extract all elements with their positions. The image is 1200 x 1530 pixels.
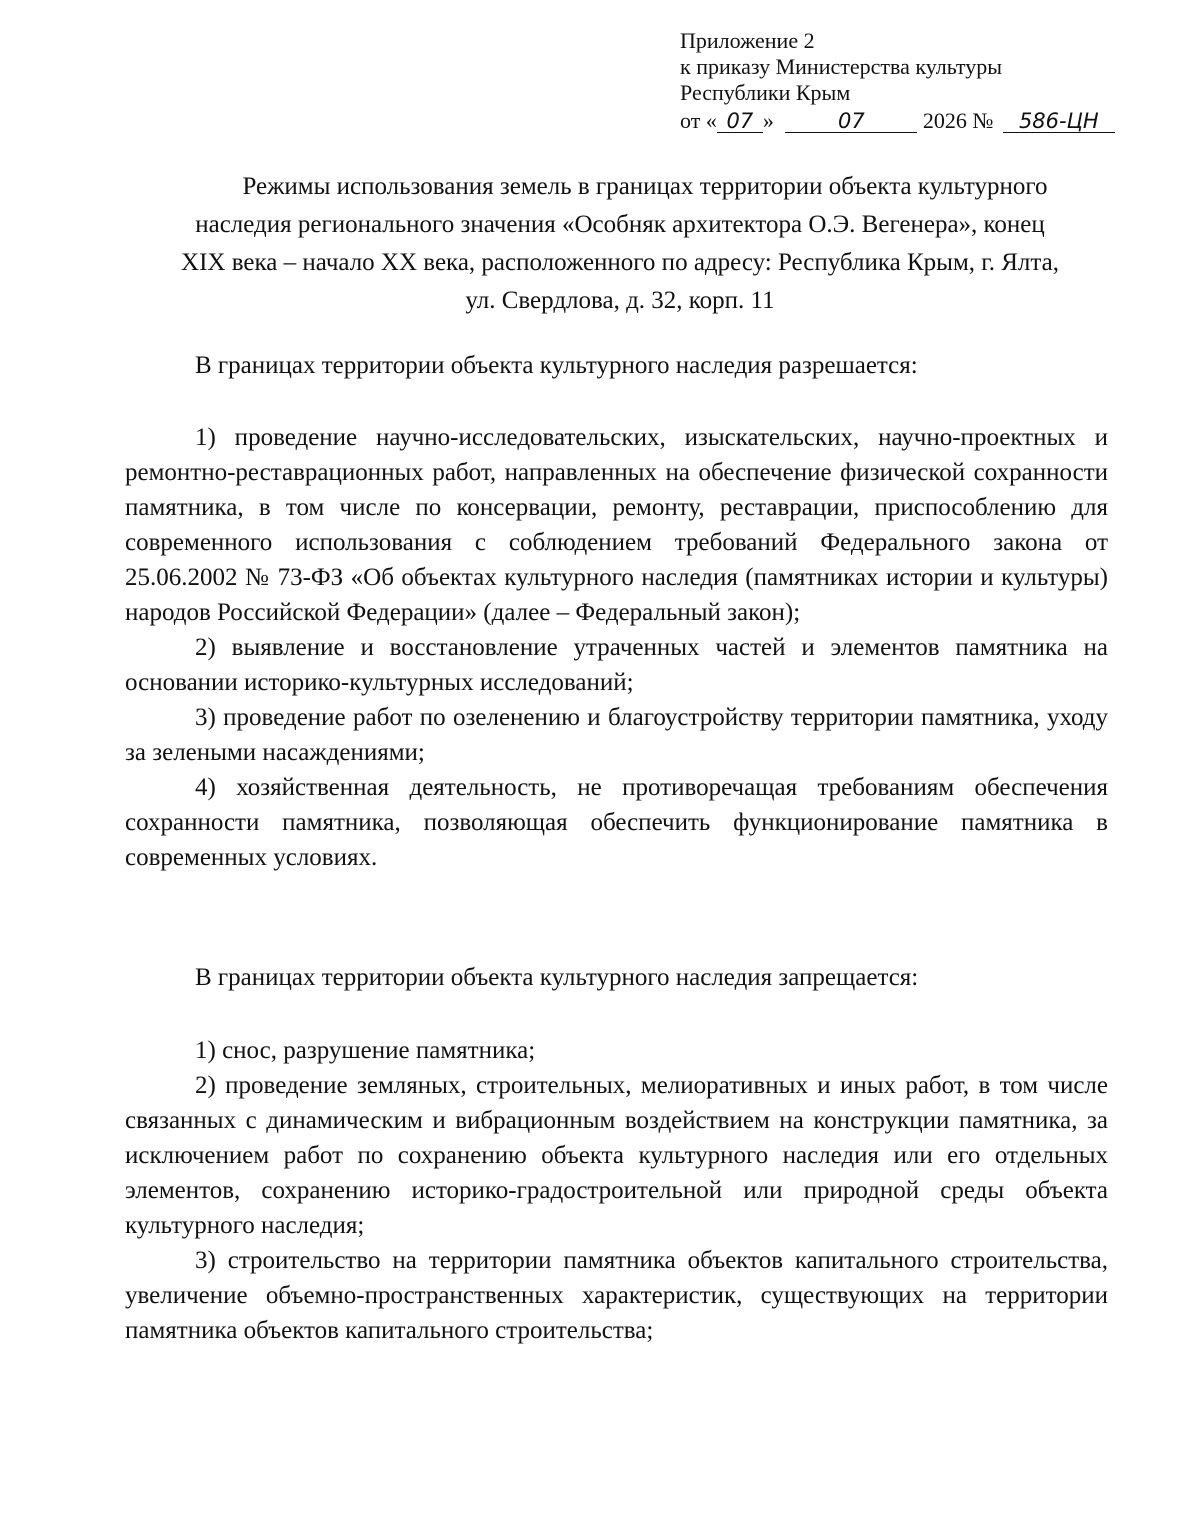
- list-item: 2) выявление и восстановление утраченных частей и элементов памятника на основании историко-культурных исследований;: [125, 634, 1108, 696]
- allowed-section-heading: В границах территории объекта культурного наследия разрешается:: [195, 352, 918, 379]
- forbidden-section-heading: В границах территории объекта культурного наследия запрещается:: [195, 964, 919, 991]
- forbidden-list: [125, 1033, 1108, 1348]
- list-item: 1) проведение научно-исследовательских, изыскательских, научно-проектных и ремонтно-реставрационных работ, направленных на обеспечение физической сохранности памятника, в том числе по консервации, ремонту, реставрации, приспособлению для современного использования с соблюдением требований Федерального закона от 25.06.2002 № 73-ФЗ «Об объектах культурного наследия (памятниках истории и культуры) народов Российской Федерации» (далее – Федеральный закон);: [125, 424, 1108, 626]
- handwritten-month: 07: [785, 110, 917, 133]
- list-item: 1) снос, разрушение памятника;: [195, 1037, 536, 1064]
- allowed-list: [125, 420, 1108, 875]
- appendix-header: [680, 28, 1150, 134]
- date-day-suffix: »: [762, 108, 774, 133]
- appendix-label: Приложение 2: [680, 28, 815, 53]
- republic-name: Республики Крым: [680, 80, 851, 105]
- title-line: наследия регионального значения «Особняк архитектора О.Э. Вегенера», конец: [195, 211, 1045, 238]
- date-prefix: от «: [680, 108, 717, 133]
- list-item: 3) проведение работ по озеленению и благоустройству территории памятника, уходу за зелеными насаждениями;: [125, 704, 1108, 766]
- title-line: XIX века – начало XX века, расположенного по адресу: Республика Крым, г. Ялта,: [181, 249, 1059, 276]
- order-year-label: 2026 №: [922, 108, 994, 133]
- title-line: Режимы использования земель в границах территории объекта культурного: [242, 173, 1048, 200]
- order-reference: к приказу Министерства культуры: [680, 54, 1003, 79]
- order-date-line: [680, 108, 1150, 134]
- handwritten-day: 07: [717, 110, 763, 133]
- document-title: [120, 168, 1120, 320]
- list-item: 3) строительство на территории памятника объектов капитального строительства, увеличение объемно-пространственных характеристик, существующих на территории памятника объектов капитального строительства;: [125, 1247, 1108, 1344]
- handwritten-order-number: 586-ЦН: [1003, 110, 1115, 133]
- list-item: 4) хозяйственная деятельность, не противоречащая требованиям обеспечения сохранности памятника, позволяющая обеспечить функционирование памятника в современных условиях.: [125, 774, 1108, 871]
- title-line: ул. Свердлова, д. 32, корп. 11: [465, 287, 775, 314]
- list-item: 2) проведение земляных, строительных, мелиоративных и иных работ, в том числе связанных с динамическим и вибрационным воздействием на конструкции памятника, за исключением работ по сохранению объекта культурного наследия или его отдельных элементов, сохранению историко-градостроительной или природной среды объекта культурного наследия;: [125, 1072, 1108, 1239]
